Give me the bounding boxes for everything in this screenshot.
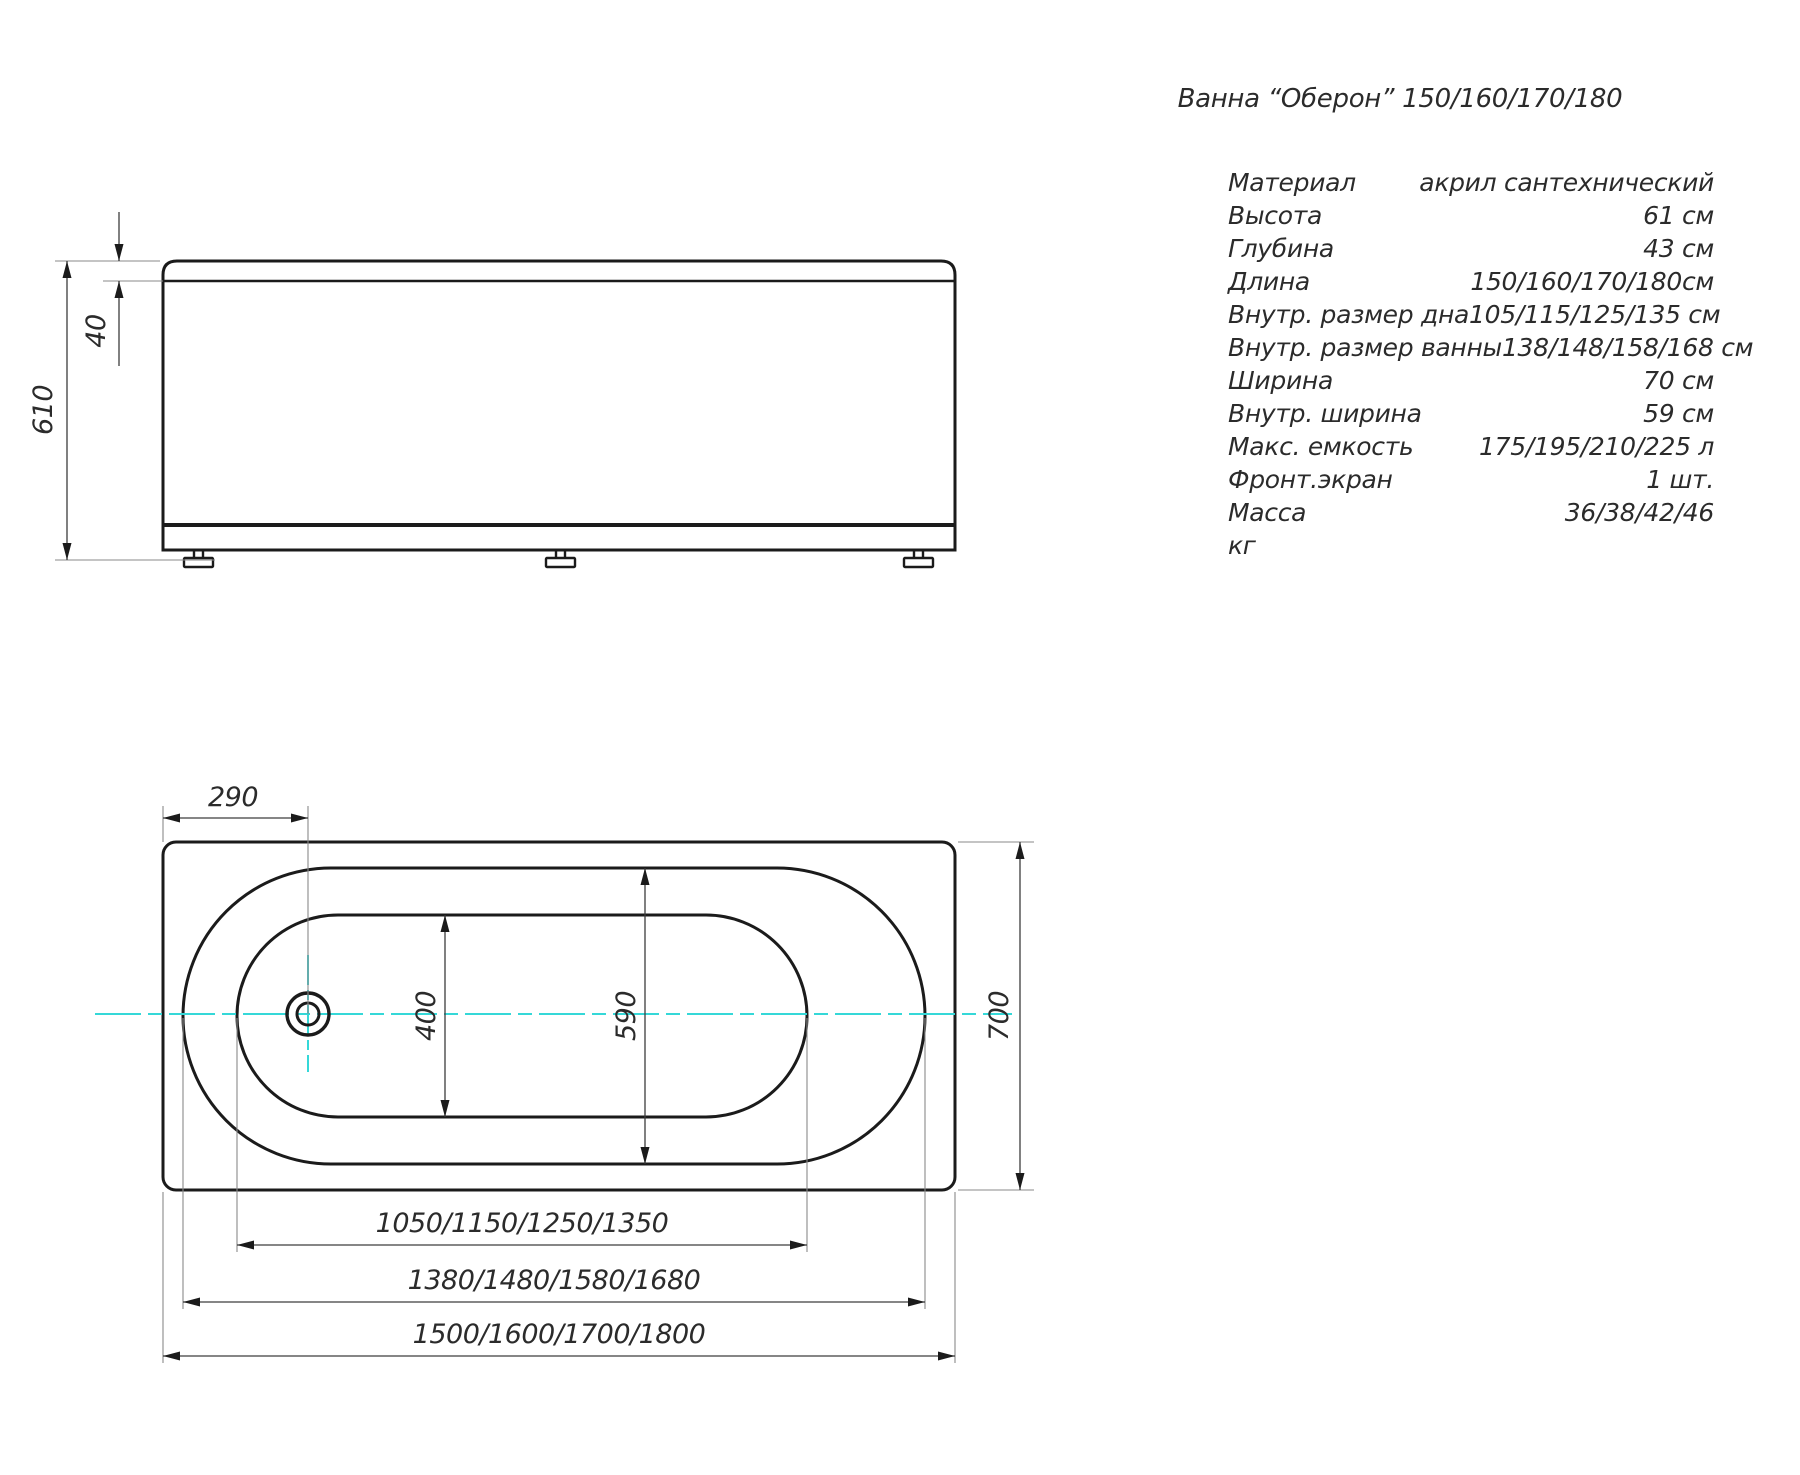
dim-label-610: 610 [28, 384, 59, 436]
spec-label: Высота [1228, 201, 1323, 230]
spec-value: 175/195/210/225 л [1479, 432, 1714, 461]
spec-label: кг [1228, 531, 1256, 560]
spec-table [1228, 166, 1754, 562]
dim-label-40: 40 [81, 314, 112, 348]
spec-value: 59 см [1643, 399, 1714, 428]
spec-label: Ширина [1228, 366, 1333, 395]
spec-value: акрил сантехнический [1419, 168, 1714, 197]
front-view [28, 212, 955, 567]
spec-label: Глубина [1228, 234, 1334, 263]
dim-label-total-length: 1500/1600/1700/1800 [412, 1319, 706, 1350]
foot-right [904, 550, 933, 567]
spec-row-front-panel [1228, 463, 1714, 496]
dim-label-400: 400 [411, 990, 442, 1042]
spec-row-material [1228, 166, 1714, 199]
spec-row-width [1228, 364, 1714, 397]
spec-label: Внутр. размер ванны [1228, 333, 1502, 362]
dim-total-width-700 [958, 842, 1034, 1190]
dim-label-inner-bottom-length: 1050/1150/1250/1350 [375, 1208, 669, 1239]
spec-row-inner-width [1228, 397, 1714, 430]
spec-row-depth [1228, 232, 1714, 265]
spec-value: 138/148/158/168 см [1501, 333, 1754, 362]
foot-center [546, 550, 575, 567]
spec-row-height [1228, 199, 1714, 232]
spec-label: Макс. емкость [1228, 432, 1414, 461]
spec-value: 36/38/42/46 [1564, 498, 1714, 527]
spec-row-inner-tub-size [1228, 331, 1754, 364]
spec-value: 70 см [1643, 366, 1714, 395]
dim-label-590: 590 [611, 990, 642, 1042]
dim-label-700: 700 [984, 990, 1015, 1042]
spec-value: 61 см [1643, 201, 1714, 230]
spec-row-mass [1228, 496, 1714, 529]
spec-label: Фронт.экран [1228, 465, 1393, 494]
spec-row-inner-bottom-size [1228, 298, 1721, 331]
top-view [95, 782, 1034, 1363]
spec-value: 150/160/170/180см [1470, 267, 1714, 296]
spec-label: Внутр. ширина [1228, 399, 1422, 428]
dim-label-inner-rim-length: 1380/1480/1580/1680 [407, 1265, 701, 1296]
spec-label: Материал [1228, 168, 1356, 197]
spec-row-kg [1228, 529, 1714, 562]
foot-left [184, 550, 213, 567]
drawing-title: Ванна “Оберон” 150/160/170/180 [1177, 84, 1623, 114]
spec-label: Масса [1228, 498, 1307, 527]
front-tub-outline [163, 261, 955, 550]
spec-value: 1 шт. [1646, 465, 1714, 494]
spec-label: Длина [1228, 267, 1310, 296]
spec-row-length [1228, 265, 1714, 298]
spec-label: Внутр. размер дна [1228, 300, 1470, 329]
spec-row-max-capacity [1228, 430, 1714, 463]
dim-label-290: 290 [207, 782, 259, 813]
spec-value: 105/115/125/135 см [1469, 300, 1721, 329]
dim-rim-40 [81, 212, 163, 366]
spec-value: 43 см [1643, 234, 1714, 263]
top-tub-outline [163, 842, 955, 1190]
